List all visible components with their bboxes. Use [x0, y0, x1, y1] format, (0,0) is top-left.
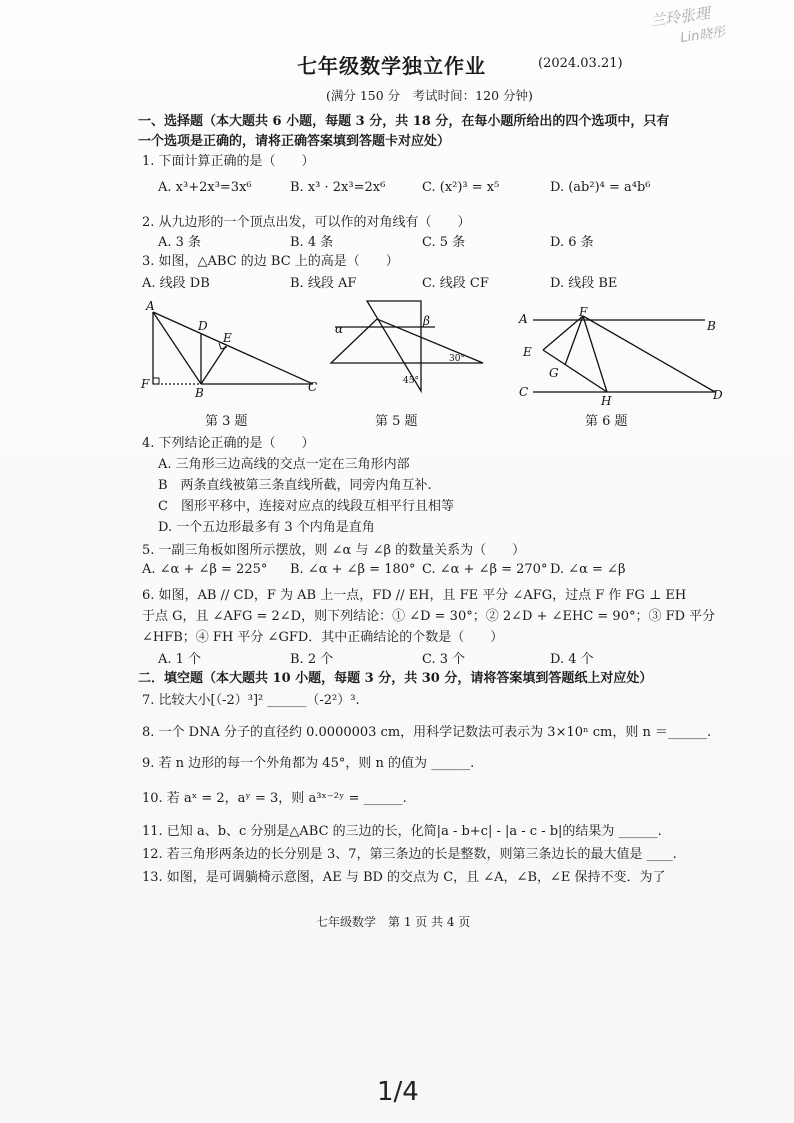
q5-option-d: D. ∠α = ∠β: [550, 562, 626, 577]
fig6-label-C: C: [519, 385, 529, 399]
q5-option-b: B. ∠α + ∠β = 180°: [290, 562, 416, 577]
q3-option-a: A. 线段 DB: [142, 276, 210, 291]
fig6-label-E: E: [523, 345, 532, 359]
q12: 12. 若三角形两条边的长分别是 3、7，第三条边的长是整数，则第三条边长的最大值是 ____.: [142, 847, 677, 862]
q3-option-b: B. 线段 AF: [290, 276, 357, 291]
fig5-label-beta: β: [423, 314, 430, 328]
section-1-heading-cont: 一个选项是正确的，请将正确答案填到答题卡对应处）: [138, 134, 451, 149]
q4-stem: 4. 下列结论正确的是（ ）: [142, 436, 315, 451]
section-2-heading: 二．填空题（本大题共 10 小题，每题 3 分，共 30 分，请将答案填到答题纸上对应处）: [138, 671, 653, 686]
fig3-label-D: D: [198, 319, 208, 333]
q6-option-d: D. 4 个: [550, 652, 594, 667]
q5-option-a: A. ∠α + ∠β = 225°: [142, 562, 268, 577]
figure-q3-triangle: [138, 300, 328, 400]
q1-option-b: B. x³ · 2x³=2x⁶: [290, 180, 386, 195]
fig6-label-B: B: [707, 319, 716, 333]
q4-option-a: A. 三角形三边高线的交点一定在三角形内部: [158, 457, 410, 472]
q3-stem: 3. 如图，△ABC 的边 BC 上的高是（ ）: [142, 254, 399, 269]
figure-3-caption: 第 3 题: [205, 414, 248, 429]
fig6-label-G: G: [549, 366, 559, 380]
fig6-label-H: H: [601, 394, 612, 406]
q4-option-b: B 两条直线被第三条直线所截，同旁内角互补.: [158, 478, 432, 493]
q4-option-d: D. 一个五边形最多有 3 个内角是直角: [158, 520, 375, 535]
figure-q6-parallel-lines: [515, 306, 730, 406]
q10: 10. 若 aˣ = 2，aʸ = 3，则 a³ˣ⁻²ʸ = ______.: [142, 791, 407, 806]
q6-line-2: 于点 G，且 ∠AFG = 2∠D，则下列结论：① ∠D = 30°；② 2∠D + ∠EHC = 90°；③ FD 平分: [142, 609, 716, 624]
page-footer: 七年级数学 第 1 页 共 4 页: [316, 915, 471, 929]
figure-5-caption: 第 5 题: [375, 414, 418, 429]
fig5-label-alpha: α: [335, 322, 344, 336]
q8: 8. 一个 DNA 分子的直径约 0.0000003 cm，用科学记数法可表示为 3×10ⁿ cm，则 n ＝______.: [142, 725, 712, 740]
fig6-label-A: A: [519, 312, 528, 326]
q3-option-d: D. 线段 BE: [550, 276, 618, 291]
q1-option-c: C. (x²)³ = x⁵: [422, 180, 500, 195]
fig5-label-45deg: 45°: [403, 376, 419, 386]
fig3-label-C: C: [308, 380, 318, 394]
exam-subtitle: (满分 150 分 考试时间：120 分钟): [326, 88, 533, 103]
q6-option-c: C. 3 个: [422, 652, 466, 667]
q6-line-3: ∠HFB；④ FH 平分 ∠GFD．其中正确结论的个数是（ ）: [142, 630, 504, 645]
q6-option-b: B. 2 个: [290, 652, 334, 667]
fig3-label-F: F: [141, 377, 150, 391]
q3-option-c: C. 线段 CF: [422, 276, 489, 291]
q2-option-d: D. 6 条: [550, 235, 594, 250]
q4-option-c: C 图形平移中，连接对应点的线段互相平行且相等: [158, 499, 454, 514]
fig5-label-30deg: 30°: [449, 354, 465, 364]
fig3-label-A: A: [146, 300, 155, 313]
q7: 7. 比较大小[（-2）³]² ______（-2²）³.: [142, 693, 360, 708]
q9: 9. 若 n 边形的每一个外角都为 45°，则 n 的值为 ______.: [142, 756, 475, 771]
q1-option-d: D. (ab²)⁴ = a⁴b⁶: [550, 180, 651, 195]
exam-date: (2024.03.21): [538, 56, 623, 71]
handwritten-note-2: Lin晓彤: [679, 24, 727, 47]
q2-option-a: A. 3 条: [158, 235, 202, 250]
q1-option-a: A. x³+2x³=3x⁶: [158, 180, 252, 195]
fig3-label-E: E: [223, 331, 232, 345]
q5-stem: 5. 一副三角板如图所示摆放，则 ∠α 与 ∠β 的数量关系为（ ）: [142, 543, 526, 558]
q6-line-1: 6. 如图，AB // CD，F 为 AB 上一点，FD // EH，且 FE 平分 ∠AFG，过点 F 作 FG ⊥ EH: [142, 588, 687, 603]
page-indicator: 1/4: [377, 1077, 419, 1107]
page-title: 七年级数学独立作业: [297, 54, 486, 78]
q2-option-c: C. 5 条: [422, 235, 466, 250]
q2-stem: 2. 从九边形的一个顶点出发，可以作的对角线有（ ）: [142, 215, 471, 230]
q11: 11. 已知 a、b、c 分别是△ABC 的三边的长，化简|a - b+c| - |a - c - b|的结果为 ______.: [142, 824, 662, 839]
q6-option-a: A. 1 个: [158, 652, 202, 667]
figure-q5-set-squares: [325, 297, 495, 397]
figure-6-caption: 第 6 题: [585, 414, 628, 429]
q5-option-c: C. ∠α + ∠β = 270°: [422, 562, 548, 577]
fig3-label-B: B: [195, 386, 204, 400]
handwritten-note-1: 兰玲张理: [649, 3, 712, 31]
q2-option-b: B. 4 条: [290, 235, 334, 250]
fig6-label-F: F: [579, 306, 588, 319]
q13: 13. 如图，是可调躺椅示意图，AE 与 BD 的交点为 C，且 ∠A，∠B，∠E 保持不变．为了: [142, 870, 666, 885]
fig6-label-D: D: [713, 388, 723, 402]
q1-stem: 1. 下面计算正确的是（ ）: [142, 154, 315, 169]
section-1-heading: 一、选择题（本大题共 6 小题，每题 3 分，共 18 分，在每小题所给出的四个选项中，只有: [138, 114, 670, 129]
